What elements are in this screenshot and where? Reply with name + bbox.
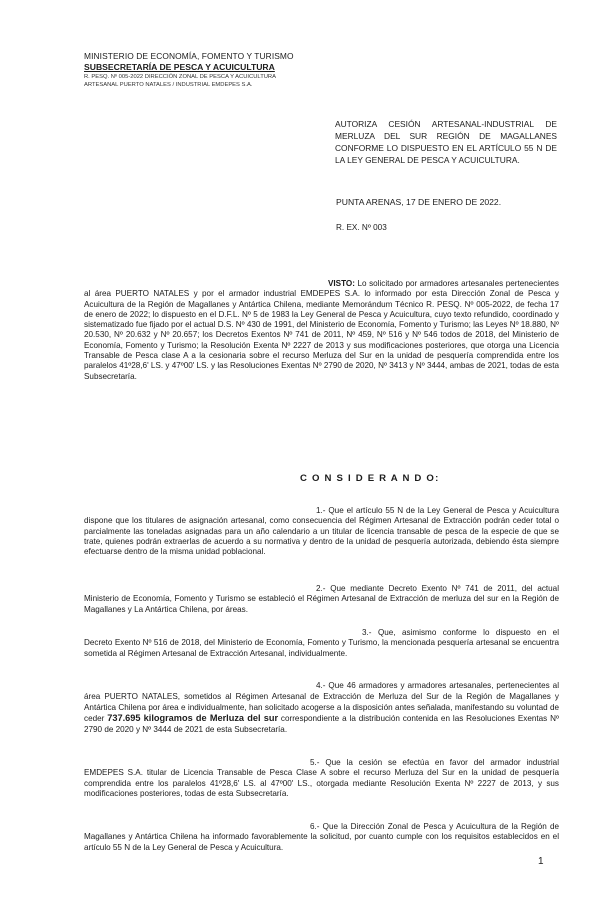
considerando-2: 2.- Que mediante Decreto Exento Nº 741 de 2011, del actual Ministerio de Economía, Fomento y Turismo se estableció el Régimen Artesanal de Extracción de merluza del sur en la Región de Magallanes y La Antártica Chilena, por áreas. bbox=[84, 584, 559, 614]
considerando-4-text-a: 4.- Que 46 armadores y armadores artesanales, pertenecientes al área PUERTO NATALES, sometidos al Régimen Artesanal de Extracción de Merluza del Sur de la Región de Magallanes y Antártica Chilena por área e individualmente, han solicitado acogerse a la disposición antes señalada, manifestando su voluntad de ceder bbox=[84, 681, 559, 723]
ministry-name: MINISTERIO DE ECONOMÍA, FOMENTO Y TURISMO bbox=[84, 51, 294, 61]
visto-paragraph bbox=[84, 279, 559, 382]
considerando-5: 5.- Que la cesión se efectúa en favor del armador industrial EMDEPES S.A. titular de Licencia Transable de Pesca Clase A sobre el recurso Merluza del Sur en la unidad de pesquería comprendida entre los paralelos 41º28,6' LS. al 47º00' LS., otorgada mediante Resolución Exenta Nº 2227 de 2013, y sus modificaciones posteriores, todas de esta Subsecretaría. bbox=[84, 758, 559, 798]
letterhead bbox=[84, 51, 299, 89]
considerando-4-text-b: correspondiente a la distribución contenida en las Resoluciones Exentas Nº 2790 de 2020 y Nº 3444 de 2021 de esta Subsecretaría. bbox=[84, 714, 559, 734]
visto-text: Lo solicitado por armadores artesanales pertenecientes al área PUERTO NATALES y por el armador industrial EMDEPES S.A. lo informado por esta Dirección Zonal de Pesca y Acuicultura de la Región de Magallanes y Antártica Chilena, mediante Memorándum Técnico R. PESQ. Nº 005-2022, de fecha 17 de enero de 2022; lo dispuesto en el D.F.L. Nº 5 de 1983 la Ley General de Pesca y Acuicultura, cuyo texto refundido, coordinado y sistematizado fue fijado por el actual D.S. Nº 430 de 1991, del Ministerio de Economía, Fomento y Turismo; las Leyes Nº 18.880, Nº 20.530, Nº 20.632 y Nº 20.657; los Decretos Exentos Nº 741 de 2011, Nº 459, Nº 516 y Nº 546 todos de 2018, del Ministerio de Economía, Fomento y Turismo; la Resolución Exenta Nº 2227 de 2013 y sus modificaciones posteriores, que otorga una Licencia Transable de Pesca clase A a la cesionaria sobre el recurso Merluza del Sur en la unidad de pesquería comprendida entre los paralelos 41º28,6' LS. y 47º00' LS. y las Resoluciones Exentas Nº 2790 de 2020, Nº 3413 y Nº 3444, ambas de 2021, todas de esta Subsecretaría. bbox=[84, 279, 559, 381]
considerando-heading: C O N S I D E R A N D O: bbox=[300, 473, 440, 484]
page-number: 1 bbox=[538, 856, 544, 867]
resolution-number: R. EX. Nº 003 bbox=[336, 223, 387, 232]
resolution-subject: AUTORIZA CESIÓN ARTESANAL-INDUSTRIAL DE MERLUZA DEL SUR REGIÓN DE MAGALLANES CONFORME LO DISPUESTO EN EL ARTÍCULO 55 N DE LA LEY GENERAL DE PESCA Y ACUICULTURA. bbox=[335, 119, 557, 165]
considerando-4 bbox=[84, 680, 559, 735]
reference-line-1: R. PESQ. Nº 005-2022 DIRECCIÓN ZONAL DE PESCA Y ACUICULTURA bbox=[84, 74, 276, 80]
considerando-4-quantity: 737.695 kilogramos de Merluza del sur bbox=[107, 713, 279, 723]
reference-line-2: ARTESANAL PUERTO NATALES / INDUSTRIAL EMDEPES S.A. bbox=[84, 82, 253, 88]
considerando-3: 3.- Que, asimismo conforme lo dispuesto en el Decreto Exento Nº 516 de 2018, del Ministerio de Economía, Fomento y Turismo, la mencionada pesquería artesanal se encuentra sometida al Régimen Artesanal de Extracción Artesanal, individualmente. bbox=[84, 628, 559, 658]
considerando-1: 1.- Que el artículo 55 N de la Ley General de Pesca y Acuicultura dispone que los titulares de asignación artesanal, como consecuencia del Régimen Artesanal de Extracción podrán ceder total o parcialmente las toneladas asignadas para un año calendario a un titular de licencia transable de pesca de la especie de que se trate, quienes podrán extraerlas de acuerdo a su normativa y dentro de la unidad de pesquería autorizada, debiendo ésta siempre efectuarse dentro de la misma unidad poblacional. bbox=[84, 506, 559, 557]
subsecretaria-name: SUBSECRETARÍA DE PESCA Y ACUICULTURA bbox=[84, 62, 275, 72]
place-and-date: PUNTA ARENAS, 17 DE ENERO DE 2022. bbox=[336, 197, 502, 207]
visto-label: VISTO: bbox=[328, 279, 355, 288]
considerando-6: 6.- Que la Dirección Zonal de Pesca y Acuicultura de la Región de Magallanes y Antártica Chilena ha informado favorablemente la solicitud, por cuanto cumple con los requisitos establecidos en el artículo 55 N de la Ley General de Pesca y Acuicultura. bbox=[84, 822, 559, 852]
